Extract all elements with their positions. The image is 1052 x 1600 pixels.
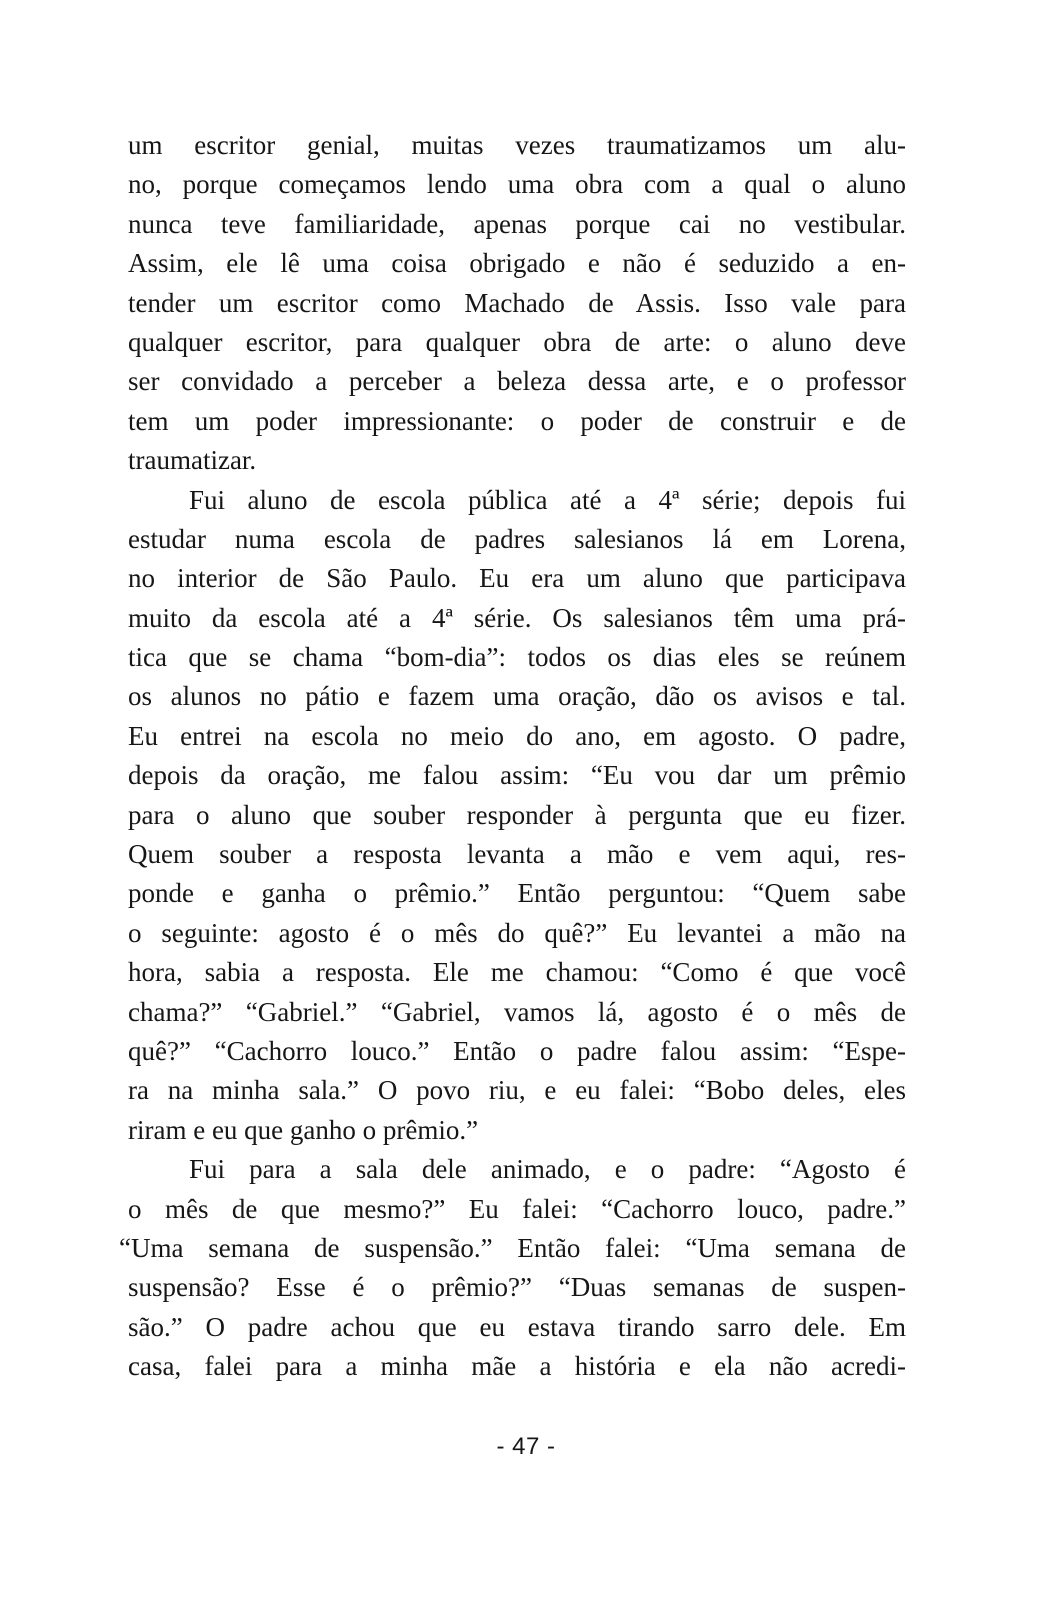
text-line: Assim, ele lê uma coisa obrigado e não é seduzido a en- — [128, 248, 906, 279]
text-line: Eu entrei na escola no meio do ano, em agosto. O padre, — [128, 720, 906, 751]
text-line: muito da escola até a 4ª série. Os salesianos têm uma prá- — [128, 602, 906, 633]
text-line: os alunos no pátio e fazem uma oração, dão os avisos e tal. — [128, 681, 906, 712]
text-line: no, porque começamos lendo uma obra com a qual o aluno — [128, 169, 906, 200]
text-line: Fui aluno de escola pública até a 4ª série; depois fui — [189, 484, 906, 515]
text-line: tem um poder impressionante: o poder de construir e de — [128, 405, 906, 436]
body-text — [119, 126, 906, 1387]
text-line: o mês de que mesmo?” Eu falei: “Cachorro louco, padre.” — [128, 1193, 906, 1224]
text-line: estudar numa escola de padres salesianos lá em Lorena, — [128, 523, 906, 554]
text-line: nunca teve familiaridade, apenas porque cai no vestibular. — [128, 208, 906, 239]
text-line: tender um escritor como Machado de Assis. Isso vale para — [128, 287, 906, 318]
text-line: chama?” “Gabriel.” “Gabriel, vamos lá, agosto é o mês de — [128, 996, 906, 1027]
text-line: ra na minha sala.” O povo riu, e eu falei: “Bobo deles, eles — [128, 1075, 906, 1106]
paragraph — [119, 1150, 906, 1386]
text-line: Fui para a sala dele animado, e o padre: “Agosto é — [189, 1154, 906, 1185]
text-line: suspensão? Esse é o prêmio?” “Duas semanas de suspen- — [128, 1272, 906, 1303]
text-line: ponde e ganha o prêmio.” Então perguntou: “Quem sabe — [128, 878, 906, 909]
text-line: um escritor genial, muitas vezes traumatizamos um alu- — [128, 130, 906, 160]
text-line: no interior de São Paulo. Eu era um aluno que participava — [128, 563, 906, 594]
text-line: “Uma semana de suspensão.” Então falei: “Uma semana de — [119, 1232, 906, 1263]
text-line: casa, falei para a minha mãe a história e ela não acredi- — [128, 1351, 906, 1382]
text-line: traumatizar. — [128, 445, 257, 476]
text-line: hora, sabia a resposta. Ele me chamou: “Como é que você — [128, 957, 906, 988]
text-line: depois da oração, me falou assim: “Eu vou dar um prêmio — [128, 760, 906, 791]
paragraph — [128, 481, 906, 1151]
text-line: qualquer escritor, para qualquer obra de arte: o aluno deve — [128, 326, 906, 357]
paragraph — [128, 126, 906, 481]
page-number: - 47 - — [496, 1433, 556, 1460]
text-line: tica que se chama “bom-dia”: todos os dias eles se reúnem — [128, 642, 906, 673]
text-line: riram e eu que ganho o prêmio.” — [128, 1114, 479, 1145]
text-line: ser convidado a perceber a beleza dessa arte, e o professor — [128, 366, 906, 397]
text-line: para o aluno que souber responder à pergunta que eu fizer. — [128, 799, 906, 830]
text-line: o seguinte: agosto é o mês do quê?” Eu levantei a mão na — [128, 917, 906, 948]
text-line: quê?” “Cachorro louco.” Então o padre falou assim: “Espe- — [128, 1035, 906, 1066]
text-line: são.” O padre achou que eu estava tirando sarro dele. Em — [128, 1311, 906, 1342]
text-line: Quem souber a resposta levanta a mão e vem aqui, res- — [128, 839, 906, 870]
